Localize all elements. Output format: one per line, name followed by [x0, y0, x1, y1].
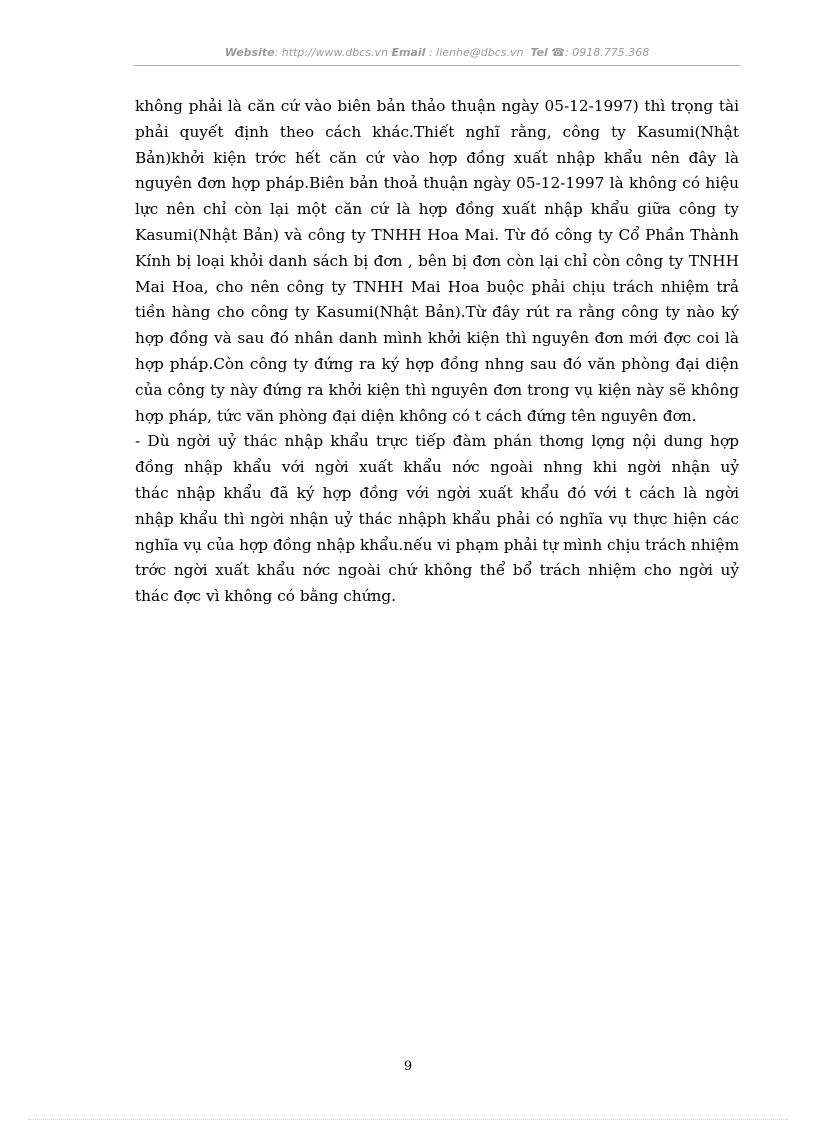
text-line: nhập khẩu thì ngời nhận uỷ thác nhậph khẩu phải có nghĩa vụ thực hiện các: [135, 509, 739, 528]
email-label: Email: [391, 46, 426, 59]
text-line: Kasumi(Nhật Bản) và công ty TNHH Hoa Mai. Từ đó công ty Cổ Phần Thành: [135, 225, 739, 244]
text-line: nghĩa vụ của hợp đồng nhập khẩu.nếu vi phạm phải tự mình chịu trách nhiệm: [135, 535, 740, 554]
text-line: hợp pháp, tức văn phòng đại diện không có t cách đứng tên nguyên đơn.: [135, 406, 697, 425]
text-line: thác đợc vì không có bằng chứng.: [135, 587, 397, 606]
text-line: thác nhập khẩu đã ký hợp đồng với ngời xuất khẩu đó với t cách là ngời: [135, 483, 739, 502]
text-line: trớc ngời xuất khẩu nớc ngoài chứ không thể bổ trách nhiệm cho ngời uỷ: [135, 561, 739, 580]
text-line: tiền hàng cho công ty Kasumi(Nhật Bản).Từ đây rút ra rằng công ty nào ký: [135, 303, 739, 322]
body-text: [135, 94, 739, 610]
text-line: đồng nhập khẩu với ngời xuất khẩu nớc ngoài nhng khi ngời nhận uỷ: [135, 458, 739, 477]
tel-label: Tel: [530, 46, 548, 59]
text-line: nguyên đơn hợp pháp.Biên bản thoả thuận ngày 05-12-1997 là không có hiệu: [135, 174, 739, 193]
tel-value: ☎: 0918.775.368: [551, 46, 650, 59]
website-label: Website: [224, 46, 275, 59]
header-divider: [134, 65, 740, 66]
page-header: [134, 46, 740, 59]
footer-divider: [28, 1119, 788, 1120]
text-line: Mai Hoa, cho nên công ty TNHH Mai Hoa buộc phải chịu trách nhiệm trả: [135, 277, 739, 296]
page-number: 9: [403, 1059, 413, 1074]
text-line: hợp pháp.Còn công ty đứng ra ký hợp đồng nhng sau đó văn phòng đại diện: [135, 354, 739, 373]
text-line: lực nên chỉ còn lại một căn cứ là hợp đồng xuất nhập khẩu giữa công ty: [135, 200, 739, 219]
email-value: : lienhe@dbcs.vn: [425, 46, 524, 59]
text-line: không phải là căn cứ vào biên bản thảo thuận ngày 05-12-1997) thì trọng tài: [135, 97, 739, 115]
text-line: Bản)khởi kiện trớc hết căn cứ vào hợp đồng xuất nhập khẩu nên đây là: [135, 148, 739, 167]
text-line: phải quyết định theo cách khác.Thiết nghĩ rằng, công ty Kasumi(Nhật: [135, 122, 739, 141]
text-line: hợp đồng và sau đó nhân danh mình khởi kiện thì nguyên đơn mới đợc coi là: [135, 329, 739, 348]
website-value: : http://www.dbcs.vn: [274, 46, 389, 59]
text-line: của công ty này đứng ra khởi kiện thì nguyên đơn trong vụ kiện này sẽ không: [135, 380, 739, 399]
text-line: - Dù ngời uỷ thác nhập khẩu trực tiếp đàm phán thơng lợng nội dung hợp: [135, 432, 739, 451]
text-line: Kính bị loại khỏi danh sách bị đơn , bên bị đơn còn lại chỉ còn công ty TNHH: [135, 251, 739, 270]
